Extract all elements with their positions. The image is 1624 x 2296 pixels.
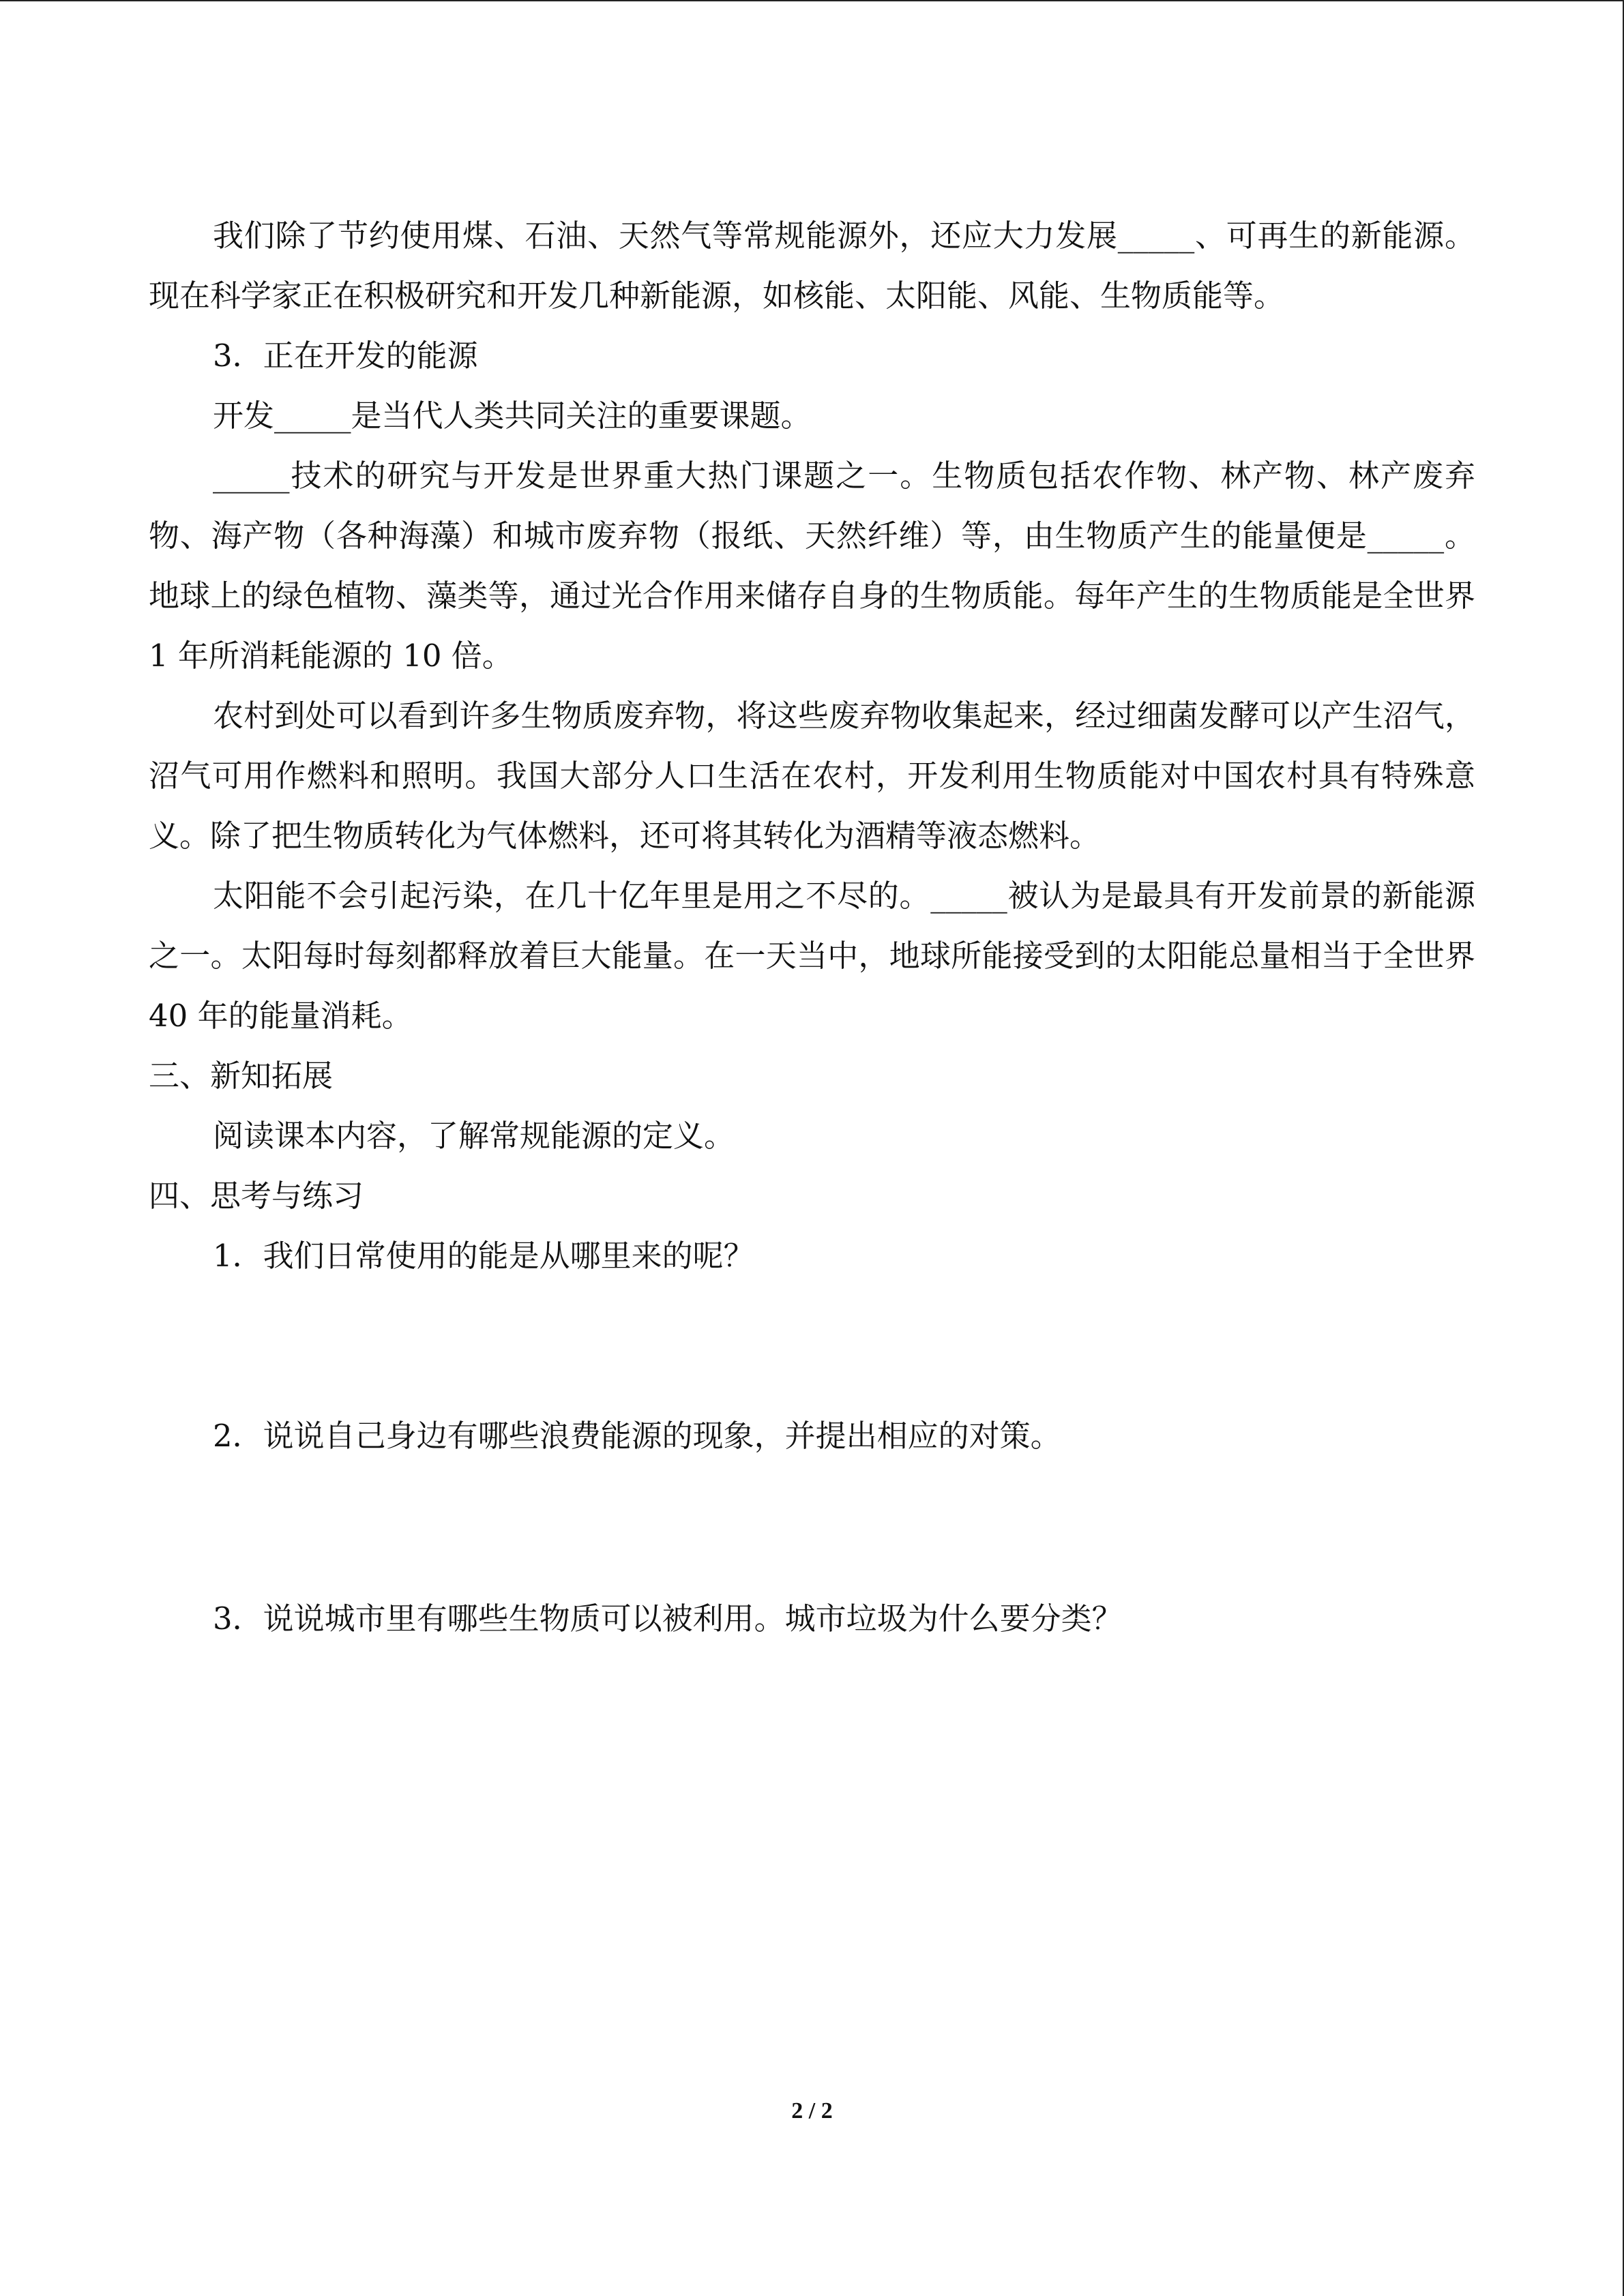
exercise-question-3: 3．说说城市里有哪些生物质可以被利用。城市垃圾为什么要分类？ — [213, 1600, 1123, 1637]
subheading-developing-energy: 3．正在开发的能源 — [213, 338, 478, 374]
exercise-question-1: 1．我们日常使用的能是从哪里来的呢？ — [213, 1238, 754, 1274]
exercise-question-2: 2．说说自己身边有哪些浪费能源的现象，并提出相应的对策。 — [213, 1418, 1061, 1454]
document-body — [149, 206, 1475, 1649]
paragraph-biomass: _____技术的研究与开发是世界重大热门课题之一。生物质包括农作物、林产物、林产废弃物、海产物（各种海藻）和城市废弃物（报纸、天然纤维）等，由生物质产生的能量便是_____。地球上的绿色植物、藻类等，通过光合作用来储存自身的生物质能。每年产生的生物质能是全世界 1 年所消耗能源的 10 倍。 — [149, 458, 1475, 674]
page-number: 2 / 2 — [791, 2098, 833, 2123]
paragraph-rural-biogas: 农村到处可以看到许多生物质废弃物，将这些废弃物收集起来，经过细菌发酵可以产生沼气，沼气可用作燃料和照明。我国大部分人口生活在农村，开发利用生物质能对中国农村具有特殊意义。除了把生物质转化为气体燃料，还可将其转化为酒精等液态燃料。 — [149, 698, 1475, 854]
section-heading-exercises: 四、思考与练习 — [149, 1178, 364, 1214]
section-heading-extension: 三、新知拓展 — [149, 1058, 334, 1094]
paragraph-solar: 太阳能不会引起污染，在几十亿年里是用之不尽的。_____被认为是最具有开发前景的新能源之一。太阳每时每刻都释放着巨大能量。在一天当中，地球所能接受到的太阳能总量相当于全世界 40 年的能量消耗。 — [149, 878, 1475, 1034]
paragraph-extension: 阅读课本内容，了解常规能源的定义。 — [213, 1118, 735, 1154]
paragraph-new-energy: 我们除了节约使用煤、石油、天然气等常规能源外，还应大力发展_____、可再生的新能源。现在科学家正在积极研究和开发几种新能源，如核能、太阳能、风能、生物质能等。 — [149, 218, 1475, 314]
paragraph-develop: 开发_____是当代人类共同关注的重要课题。 — [213, 398, 812, 434]
